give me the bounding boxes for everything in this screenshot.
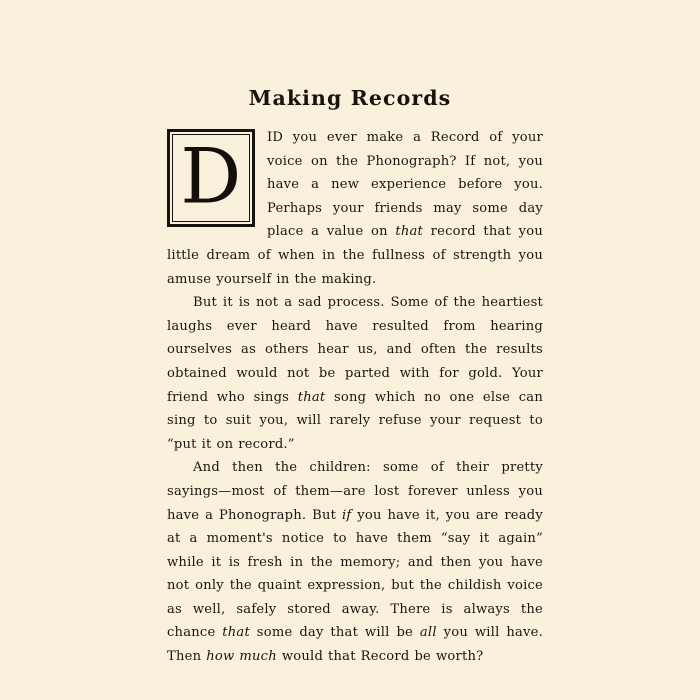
article-body bbox=[167, 126, 543, 669]
paragraph-2 bbox=[167, 291, 543, 456]
page-title: Making Records bbox=[248, 86, 452, 110]
paragraph-1-text: ID you ever make a Record of your voice on the Phonograph? If not, you have a new experience before you. Perhaps your friends may some day place a value on that record that you little dream of when in the fullness of strength you amuse yourself in the making. bbox=[167, 130, 543, 287]
dropcap-letter: D bbox=[180, 131, 242, 221]
paragraph-3-text: And then the children: some of their pretty sayings—most of them—are lost forever unless you have a Phonograph. But if you have it, you are ready at a moment's notice to have them “say it again” while it is fresh in the memory; and then you have not only the quaint expression, but the childish voice as well, safely stored away. There is always the chance that some day that will be all you will have. Then how much would that Record be worth? bbox=[167, 460, 544, 665]
paragraph-2-text: But it is not a sad process. Some of the heartiest laughs ever heard have resulted from hearing ourselves as others hear us, and often the results obtained would not be parted with for gold. Your friend who sings that song which no one else can sing to suit you, will rarely refuse your request to “put it on record.” bbox=[167, 295, 543, 452]
paragraph-3 bbox=[167, 456, 543, 668]
dropcap-frame bbox=[167, 129, 255, 227]
